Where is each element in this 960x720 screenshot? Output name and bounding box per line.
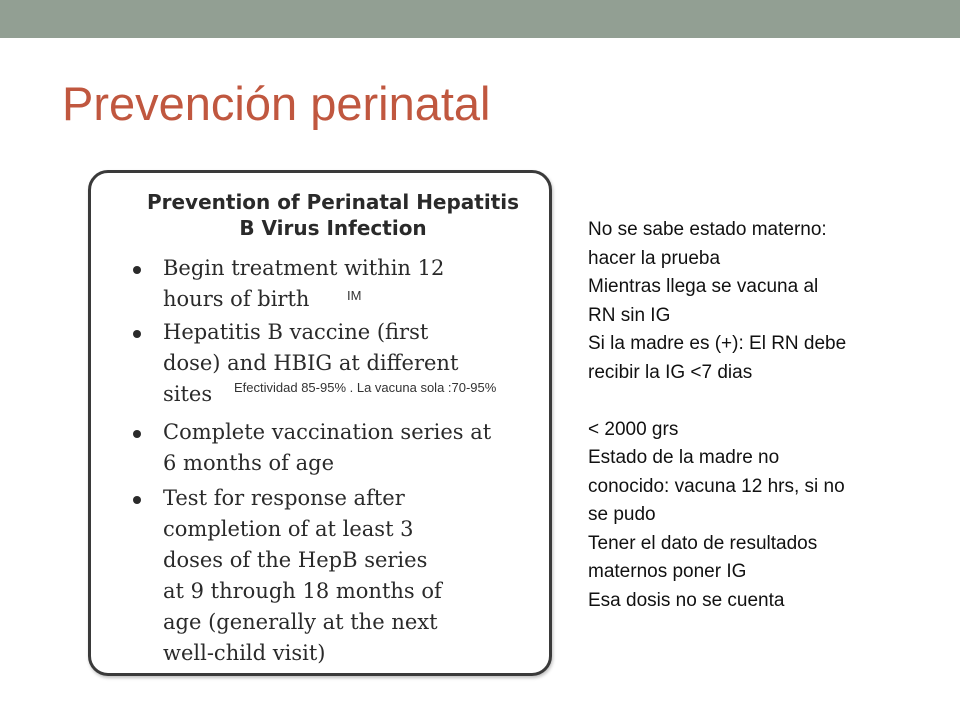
notes-text-block: [588, 216, 938, 615]
bullet-line: well-child visit): [163, 641, 326, 665]
note-line: conocido: vacuna 12 hrs, si no: [588, 475, 845, 497]
note-line: recibir la IG <7 dias: [588, 361, 753, 383]
figure-heading-line-1: Prevention of Perinatal Hepatitis: [146, 190, 520, 214]
bullet-dot: [133, 496, 141, 504]
figure-heading-line-2: B Virus Infection: [239, 216, 427, 240]
bullet-dot: [133, 266, 141, 274]
slide-title: Prevención perinatal: [62, 77, 491, 130]
note-spacer: [588, 387, 938, 416]
bullet-line: hours of birth: [163, 287, 310, 311]
note-line: < 2000 grs: [588, 418, 679, 440]
bullet-line: age (generally at the next: [163, 610, 438, 634]
note-line: Estado de la madre no: [588, 447, 780, 468]
bullet-text: [163, 253, 523, 315]
bullet-text: [163, 483, 523, 669]
note-line: Si la madre es (+): El RN debe: [588, 333, 847, 354]
figure-heading: [133, 189, 533, 241]
bullet-dot: [133, 430, 141, 438]
note-line: RN sin IG: [588, 304, 671, 326]
note-line: hacer la prueba: [588, 247, 721, 269]
bullet-dot: [133, 330, 141, 338]
bullet-text: [163, 417, 523, 479]
note-line: se pudo: [588, 504, 656, 525]
note-line: Mientras llega se vacuna al: [588, 276, 819, 297]
bullet-line: completion of at least 3: [163, 517, 414, 541]
bullet-line: Hepatitis B vaccine (first: [163, 320, 429, 344]
bullet-line: Begin treatment within 12: [163, 256, 445, 280]
bullet-line: 6 months of age: [163, 451, 335, 475]
bullet-text: [163, 317, 523, 410]
bullet-line: doses of the HepB series: [163, 548, 428, 572]
note-line: maternos poner IG: [588, 561, 747, 582]
note-line: Esa dosis no se cuenta: [588, 589, 785, 611]
bullet-line: sites: [163, 382, 213, 406]
bullet-line: Test for response after: [163, 486, 405, 510]
im-annotation: IM: [347, 288, 362, 303]
bullet-line: Complete vaccination series at: [163, 420, 492, 444]
top-accent-bar: [0, 0, 960, 38]
efectividad-annotation: Efectividad 85-95% . La vacuna sola :70-95%: [234, 380, 497, 395]
bullet-line: dose) and HBIG at different: [163, 351, 459, 375]
note-line: Tener el dato de resultados: [588, 532, 818, 554]
note-line: No se sabe estado materno:: [588, 219, 827, 240]
figure-box: [88, 170, 552, 676]
bullet-line: at 9 through 18 months of: [163, 579, 442, 603]
